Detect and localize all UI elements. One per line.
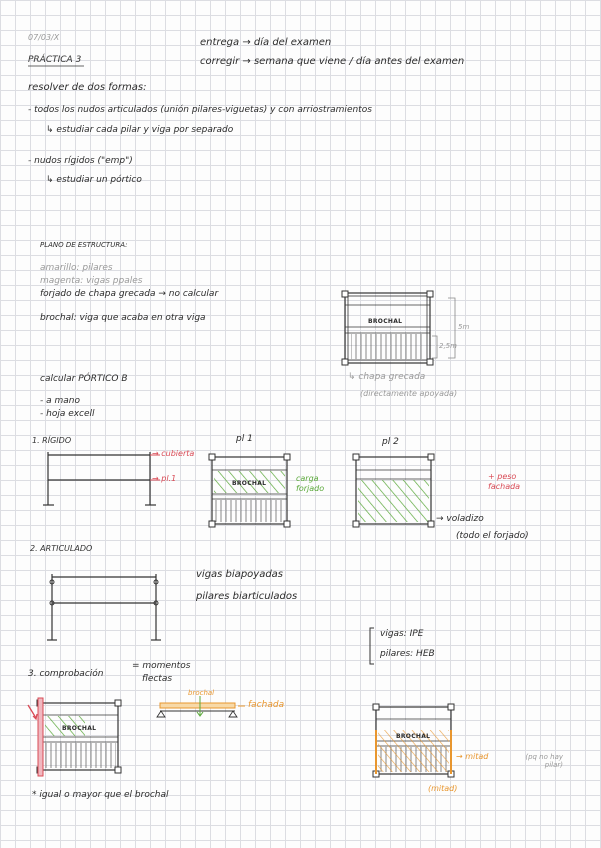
planta-3-pq: (pq no hay pilar): [525, 753, 563, 770]
planta-1-diagram: [209, 454, 290, 527]
intro-option-2-sub: ↳ estudiar un pórtico: [46, 175, 142, 185]
comprobacion-momentos: = momentos: [132, 661, 191, 671]
planta-3-brochal-label: BROCHAL: [396, 733, 431, 740]
articulado-heading: 2. ARTICULADO: [30, 544, 93, 553]
intro-heading: resolver de dos formas:: [28, 82, 147, 93]
comprobacion-heading: 3. comprobación: [28, 669, 104, 679]
planta-2-diagram: [353, 454, 434, 527]
beam-fachada-label: fachada: [248, 700, 285, 710]
comprobacion-diagram: [28, 698, 121, 776]
plano-brochal: brochal: viga que acaba en otra viga: [40, 313, 206, 323]
planta-2-todo: (todo el forjado): [456, 531, 529, 541]
plano-heading: PLANO DE ESTRUCTURA:: [40, 241, 128, 249]
articulated-frame-sketch: [47, 574, 161, 640]
chapa-label: ↳ chapa grecada: [348, 372, 426, 382]
articulado-pilares: pilares biarticulados: [196, 591, 298, 602]
intro-option-2: - nudos rígidos ("emp"): [28, 156, 133, 166]
intro-option-1: - todos los nudos articulados (unión pilares-viguetas) y con arriostramientos: [28, 105, 372, 115]
corregir-note: corregir → semana que viene / día antes del examen: [200, 56, 465, 67]
chapa-note: (directamente apoyada): [360, 389, 458, 398]
perfil-vigas: vigas: IPE: [380, 629, 424, 639]
planta-2-peso: + peso fachada: [488, 472, 521, 491]
comprobacion-flectas: flectas: [142, 674, 173, 684]
rigid-frame-sketch: [43, 452, 160, 505]
planta-1-heading: pl 1: [236, 434, 253, 444]
perfil-pilares: pilares: HEB: [380, 649, 435, 659]
rigido-pl1: → pl.1: [152, 474, 177, 483]
intro-option-1-sub: ↳ estudiar cada pilar y viga por separado: [46, 125, 234, 135]
page-title: PRÁCTICA 3: [28, 55, 82, 65]
plano-forjado: forjado de chapa grecada → no calcular: [40, 289, 219, 299]
planta-3-mitad-arrow: → mitad: [456, 752, 489, 761]
comprobacion-note: * igual o mayor que el brochal: [32, 790, 169, 800]
calcular-item-1: - a mano: [40, 396, 80, 406]
entrega-note: entrega → día del examen: [200, 37, 332, 48]
articulado-vigas: vigas biapoyadas: [196, 569, 284, 580]
beam-sketch: [157, 696, 245, 717]
main-brochal-label: BROCHAL: [368, 318, 403, 325]
planta-3-diagram: [373, 704, 454, 777]
plano-amarillo: amarillo: pilares: [40, 263, 113, 273]
dim-height: 5m: [458, 323, 470, 331]
main-structure-diagram: [342, 291, 455, 365]
plano-magenta: magenta: vigas ppales: [40, 276, 143, 286]
calcular-item-2: - hoja excell: [40, 409, 95, 419]
dim-small: 2,5m: [439, 342, 457, 350]
planta-2-heading: pl 2: [382, 437, 399, 447]
date-label: 07/03/X: [28, 33, 60, 42]
planta-1-brochal-label: BROCHAL: [232, 480, 267, 487]
calcular-heading: calcular PÓRTICO B: [40, 374, 128, 384]
planta-2-voladizo: → voladizo: [436, 514, 484, 524]
planta-3-mitad: (mitad): [428, 784, 458, 793]
rigido-cubierta: → cubierta: [152, 449, 195, 458]
comprobacion-brochal-label: BROCHAL: [62, 725, 97, 732]
planta-1-carga: carga forjado: [296, 474, 325, 493]
perfiles-bracket: [370, 628, 374, 664]
beam-brochal-label: brochal: [188, 689, 215, 697]
rigido-heading: 1. RÍGIDO: [32, 436, 72, 445]
